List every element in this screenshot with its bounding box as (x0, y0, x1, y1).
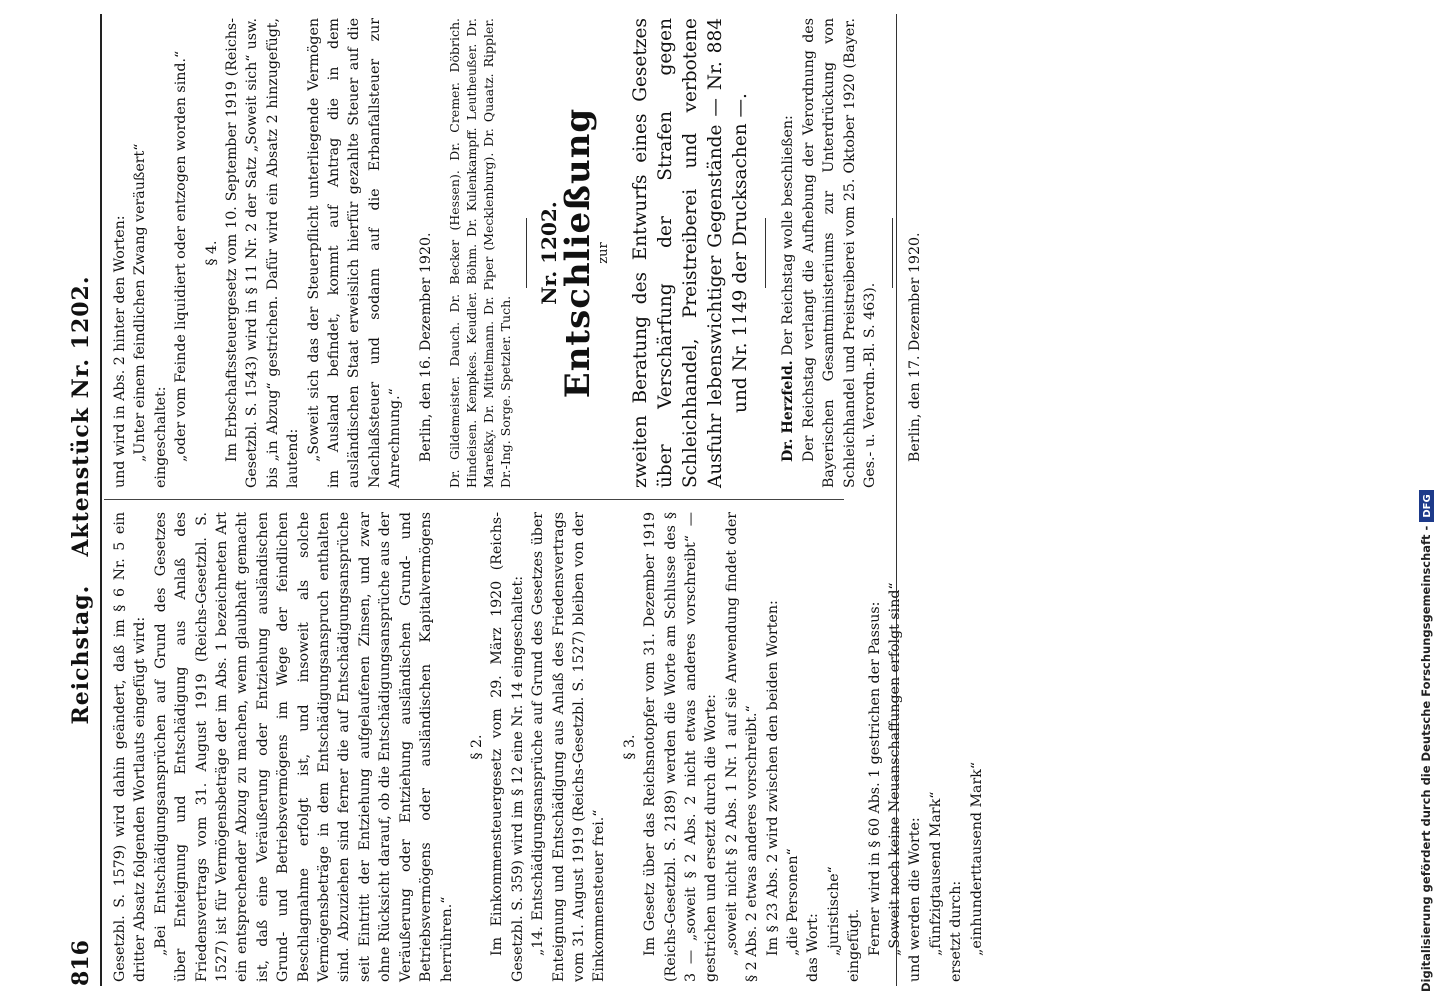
left-column (110, 512, 987, 982)
left-p4: „14. Entschädigungsansprüche auf Grund des Gesetzes über Enteignung und Entschädigung aus Anlaß des Friedensvertrags vom 31. August 1919 (Reichs-Gesetzbl. S. 1527) bleiben von der Einkommensteuer frei.“ (530, 512, 608, 982)
section-4-heading: § 4. (203, 240, 220, 266)
page-header (60, 14, 104, 986)
left-p10: „juristische“ (825, 866, 842, 956)
digitization-credit (1417, 12, 1434, 992)
separator-dash-2 (765, 218, 766, 288)
dfg-logo: DFG (1419, 490, 1434, 521)
motion-text: Der Reichstag verlangt die Aufhebung der Verordnung des Bayerischen Gesamtministeriums zur Unterdrückung von Schleichhandel und Preistreiberei vom 25. Oktober 1920 (Bayer. Ges.- u. Verordn.-Bl. S. 463). (800, 18, 878, 488)
document-title: Entschließung (557, 107, 598, 399)
left-p2: „Bei Entschädigungsansprüchen auf Grund des Gesetzes über Enteignung und Entschädigung aus Anlaß des Friedensvertrags vom 31. August 1919 (Reichs-Gesetzbl. S. 1527) ist für Vermögensbeträge der im Abs. 1 bezeichneten Art ein entsprechender Abzug zu machen, wenn glaubhaft gemacht ist, daß eine Veräußerung oder Entziehung ausländischen Grund- und Betriebsvermögens im Wege der feindlichen Beschlagnahme erfolgt ist, und insoweit als solche Vermögensbeträge in dem Entschädigungsanspruch enthalten sind. Abzuziehen sind ferner die auf Entschädigungsansprüche seit Eintritt der Entziehung aufgelaufenen Zinsen, und zwar ohne Rücksicht darauf, ob die Entschädigungsansprüche aus der Veräußerung oder Entziehung ausländischen Grund- und Betriebsvermögens oder ausländischen Kapitalvermögens herrühren.“ (152, 512, 455, 982)
document-number: Nr. 1202. (537, 201, 562, 305)
title-connector: zur (595, 242, 611, 264)
page-number: 816 (68, 940, 94, 986)
left-p14: und werden die Worte: (907, 817, 924, 982)
credit-text: Digitalisierung gefördert durch die Deutsche Forschungsgemeinschaft - (1419, 525, 1433, 992)
left-p9: das Wort: (805, 913, 822, 982)
column-divider (104, 499, 844, 500)
section-2-heading: § 2. (468, 734, 485, 760)
signatories: Dr. Gildemeister. Dauch. Dr. Becker (Hessen). Dr. Cremer. Döbrich. Hindeisen. Kempkes. Keudler. Böhm. Dr. Kulenkampff. Leutheußer. Dr. Mareßky. Dr. Mittelmann. Dr. Piper (Mecklenburg). Dr. Quaatz. Rippler. Dr.-Ing. Sorge. Spetzler. Tuch. (447, 18, 514, 488)
left-p17: „einhunderttausend Mark“ (968, 761, 985, 956)
right-p6: „Soweit sich das der Steuerpflicht unterliegende Vermögen im Ausland befindet, kommt auf Antrag die in dem ausländischen Staat erweislich hierfür gezahlte Steuer auf die Nachlaßsteuer und sodann auf die Erbanfallsteuer zur Anrechnung.“ (305, 18, 404, 488)
left-p1: Gesetzbl. S. 1579) wird dahin geändert, daß im § 6 Nr. 5 ein dritter Absatz folgenden Wortlauts eingefügt wird: (112, 512, 149, 982)
section-3-heading: § 3. (621, 734, 638, 760)
left-p3: Im Einkommensteuergesetz vom 29. März 1920 (Reichs-Gesetzbl. S. 359) wird im § 12 eine Nr. 14 eingeschaltet: (489, 512, 526, 982)
left-p6: „soweit nicht § 2 Abs. 1 Nr. 1 auf sie Anwendung findet oder § 2 Abs. 2 etwas anderes vorschreibt.“ (723, 512, 761, 982)
right-p1: und wird in Abs. 2 hinter den Worten: (112, 215, 128, 488)
separator-dash-3 (892, 218, 893, 288)
left-p11: eingefügt. (846, 908, 863, 982)
bottom-rule (896, 14, 897, 986)
motion-author: Dr. Herzfeld. (780, 360, 797, 462)
motion-intro: Der Reichstag wolle beschließen: (780, 115, 797, 356)
date-2: Berlin, den 17. Dezember 1920. (907, 232, 924, 462)
header-left: Reichstag. (68, 584, 94, 725)
left-p12: Ferner wird in § 60 Abs. 1 gestrichen der Passus: (866, 601, 883, 956)
left-p15: „fünfzigtausend Mark“ (927, 791, 944, 956)
running-title (68, 14, 94, 986)
left-p16: ersetzt durch: (948, 880, 965, 982)
header-right: Aktenstück Nr. 1202. (68, 275, 94, 557)
scanned-page (60, 0, 1200, 1000)
header-rule (100, 14, 102, 986)
right-column (110, 18, 926, 488)
right-p3: eingeschaltet: (152, 386, 169, 488)
document-subject: zweiten Beratung des Entwurfs eines Gesetzes über Verschärfung der Strafen gegen Schleichhandel, Preistreiberei und verbotene Ausfuhr lebenswichtiger Gegenstände — Nr. 884 und Nr. 1149 der Drucksachen —. (630, 18, 752, 488)
right-p2: „Unter einem feindlichen Zwang veräußert“ (132, 143, 149, 462)
right-p4: „oder vom Feinde liquidiert oder entzogen worden sind.“ (173, 50, 190, 462)
left-p8: „die Personen“ (785, 848, 801, 956)
left-p13: „Soweit noch keine Neuanschaffungen erfolgt sind“ (887, 582, 904, 956)
separator-dash-1 (526, 218, 527, 288)
left-p5: Im Gesetz über das Reichsnotopfer vom 31. Dezember 1919 (Reichs-Gesetzbl. S. 2189) werden die Worte am Schlusse des § 3 — „soweit § 2 Abs. 2 nicht etwas anderes vorschreibt“ — gestrichen und ersetzt durch die Worte: (642, 512, 720, 982)
right-p5: Im Erbschaftssteuergesetz vom 10. September 1919 (Reichs-Gesetzbl. S. 1543) wird in § 11 Nr. 2 der Satz „Soweit sich“ usw. bis „in Abzug“ gestrichen. Dafür wird ein Absatz 2 hinzugefügt, lautend: (224, 18, 302, 488)
date-1: Berlin, den 16. Dezember 1920. (417, 232, 434, 462)
left-p7: Im § 23 Abs. 2 wird zwischen den beiden Worten: (764, 600, 781, 956)
